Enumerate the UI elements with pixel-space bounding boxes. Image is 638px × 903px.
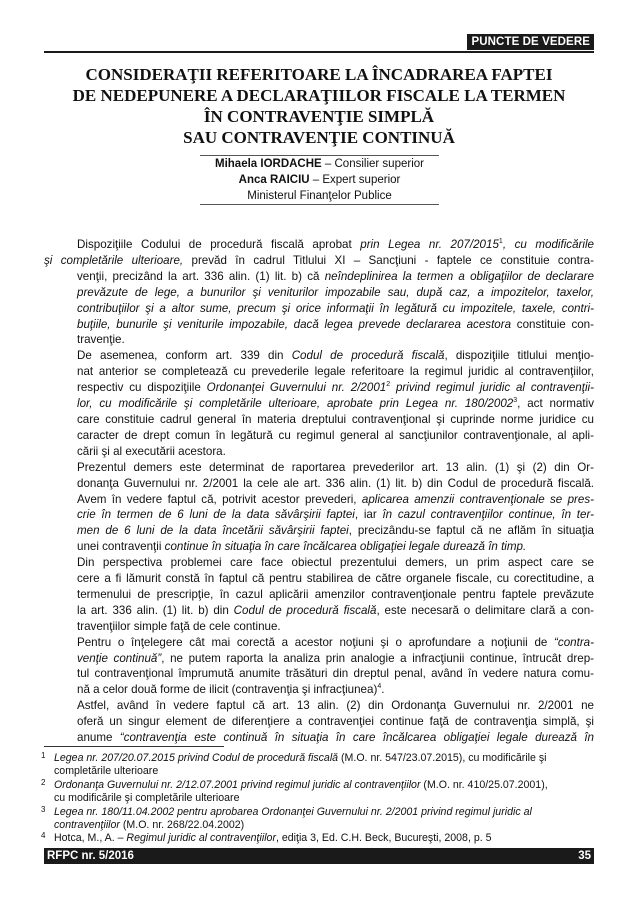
body-line: Dispoziţiile Codului de procedură fiscală aprobat prin Legea nr. 207/2015$^1$, cu modificările <box>77 238 594 251</box>
author-institution: Ministerul Finanţelor Publice <box>247 190 392 202</box>
body-line: respectiv cu dispoziţiile Ordonanţei Guvernului nr. 2/2001$^2$ privind regimul juridic al contravenţii- <box>77 381 594 395</box>
footnote-2: 2 Ordonanţa Guvernului nr. 2/12.07.2001 privind regimul juridic al contravenţiilor (M.O. nr. 410/25.07.2001), cu modificările şi completările ulterioare <box>41 777 548 805</box>
footnote-1: 1 Legea nr. 207/20.07.2015 privind Codul de procedură fiscală (M.O. nr. 547/23.07.2015), cu modificările şi completările ulterioare <box>41 751 547 778</box>
footnote-separator <box>44 746 224 747</box>
body-line: oferă un singur element de diferenţiere a contravenţiei continue faţă de contravenţia simplă, şi <box>77 715 594 729</box>
body-line: care constituie cadrul general în materia dreptului contravenţional şi cuprinde norme juridice cu <box>77 412 594 426</box>
body-line: donanţa Guvernului nr. 2/2001 la cele ale art. 336 alin. (1) lit. b) din Codul de procedură fiscală. <box>77 476 594 490</box>
author-2-role: – Expert superior <box>309 174 401 186</box>
body-line: Prezentul demers este determinat de raportarea prevederilor art. 13 alin. (1) şi (2) din Or- <box>77 460 594 474</box>
body-line: şi completările ulterioare, prevăd în cadrul Titlului XI – Sancţiuni - faptele ce constituie contra- <box>44 253 594 267</box>
body-line: prevăzute de lege, a bunurilor şi veniturilor impozabile sau, după caz, a impozitelor, taxelor, <box>77 285 594 299</box>
title-line: DE NEDEPUNERE A DECLARAŢIILOR FISCALE LA TERMEN <box>72 86 566 105</box>
body-line: cării şi al executării acestora. <box>77 444 226 458</box>
article-title <box>30 64 608 148</box>
authors-block <box>200 155 439 205</box>
author-1-role: – Consilier superior <box>321 158 424 170</box>
body-line: lor, cu modificările şi completările ulterioare, aprobate prin Legea nr. 180/2002$^3$, act normativ <box>77 397 594 411</box>
footnotes <box>41 751 596 846</box>
body-line: De asemenea, conform art. 339 din Codul de procedură fiscală, dispoziţiile titlului menţio- <box>77 349 594 363</box>
body-line: caracter de drept comun în legătură cu regimul general al sancţiunilor contravenţionale, al apli- <box>77 428 594 442</box>
body-line: Pentru o înţelegere cât mai corectă a acestor noţiuni şi o aprofundare a noţiunii de “contra- <box>77 635 594 649</box>
author-1 <box>200 156 439 172</box>
title-line: SAU CONTRAVENŢIE CONTINUĂ <box>183 128 455 147</box>
body-line: tul contravenţional împrumută anumite trăsături din dreptul penal, având în vedere natura comu- <box>77 667 594 681</box>
paragraph-2 <box>44 348 594 459</box>
body-line: travenţiilor simple faţă de cele continue. <box>77 619 281 633</box>
paragraph-5 <box>44 635 594 699</box>
author-2 <box>200 172 439 188</box>
footnote-3: 3 Legea nr. 180/11.04.2002 pentru aprobarea Ordonanţei Guvernului nr. 2/2001 privind regimul juridic al contravenţiilor (M.O. nr. 268/22.04.2002) <box>41 804 532 832</box>
body-line: Avem în vedere faptul că, potrivit acestor prevederi, aplicarea amenzii contravenţionale se pres- <box>77 492 594 506</box>
paragraph-3 <box>44 460 594 555</box>
body-line: travenţie. <box>77 333 125 347</box>
body-line: buţiile, bunurile şi veniturile impozabile, dacă legea prevede declararea acestora constituie con- <box>77 317 594 331</box>
author-2-name: Anca RAICIU <box>238 174 310 186</box>
authors-rule-bottom <box>200 204 439 205</box>
body-line: Astfel, având în vedere faptul că art. 13 alin. (2) din Ordonanţa Guvernului nr. 2/2001 ne <box>77 699 594 713</box>
paragraph-4 <box>44 555 594 635</box>
body-line: nat anterior se completează cu prevederile legale referitoare la regimul juridic al contravenţiilor, <box>77 365 594 379</box>
section-tag: PUNCTE DE VEDERE <box>467 34 594 50</box>
body-line: venţii, precizând la art. 336 alin. (1) lit. b) că neîndeplinirea la termen a obligaţiilor de declarare <box>77 269 594 283</box>
paragraph-6 <box>44 698 594 746</box>
header-rule <box>44 51 594 53</box>
article-body <box>44 237 594 746</box>
body-line: anume “contravenţia este continuă în situaţia în care încălcarea obligaţiei legale durează în <box>77 731 595 745</box>
body-line: crie în termen de 6 luni de la data săvârşirii faptei, iar în cazul contravenţiilor continue, în ter- <box>77 508 594 522</box>
body-line: venţie continuă”, ne putem raporta la analiza prin analogie a infracţiunii continue, întrucât drep- <box>77 651 594 665</box>
footer-bar <box>44 848 594 864</box>
body-line: unei contravenţii continue în situaţia în care încălcarea obligaţiei legale durează în timp. <box>77 540 527 554</box>
body-line: nă a celor două forme de ilicit (contravenţia şi infracţiunea)$^4$. <box>77 683 385 697</box>
author-1-name: Mihaela IORDACHE <box>215 158 322 170</box>
footnote-4: 4 Hotca, M., A. – Regimul juridic al contravenţiilor, ediţia 3, Ed. C.H. Beck, Bucureşti, 2008, p. 5 <box>41 831 492 845</box>
journal-issue: RFPC nr. 5/2016 <box>47 850 134 862</box>
body-line: men de 6 luni de la data încetării săvârşirii faptei, precizându-se faptul că ne aflăm în situaţia <box>77 524 594 538</box>
title-line: CONSIDERAŢII REFERITOARE LA ÎNCADRAREA FAPTEI <box>85 65 553 84</box>
body-line: Din perspectiva problemei care face obiectul prezentului demers, un prim aspect care se <box>77 556 594 570</box>
body-line: la art. 336 alin. (1) lit. b) din Codul de procedură fiscală, este necesară o delimitare clară a con- <box>77 603 595 617</box>
body-line: termenului de prescripţie, în cazul aplicării amenzilor contravenţionale pentru faptele prevăzute <box>77 587 594 601</box>
paragraph-1 <box>44 237 594 348</box>
body-line: cere a fi lămurit constă în faptul că pentru stabilirea de către organele fiscale, cu corectitudine, a <box>77 572 594 586</box>
page-number: 35 <box>578 850 591 862</box>
title-line: ÎN CONTRAVENŢIE SIMPLĂ <box>203 107 435 126</box>
body-line: contribuţiilor şi a altor sume, precum şi orice informaţii în legătură cu impozitele, taxele, contri- <box>77 301 594 315</box>
